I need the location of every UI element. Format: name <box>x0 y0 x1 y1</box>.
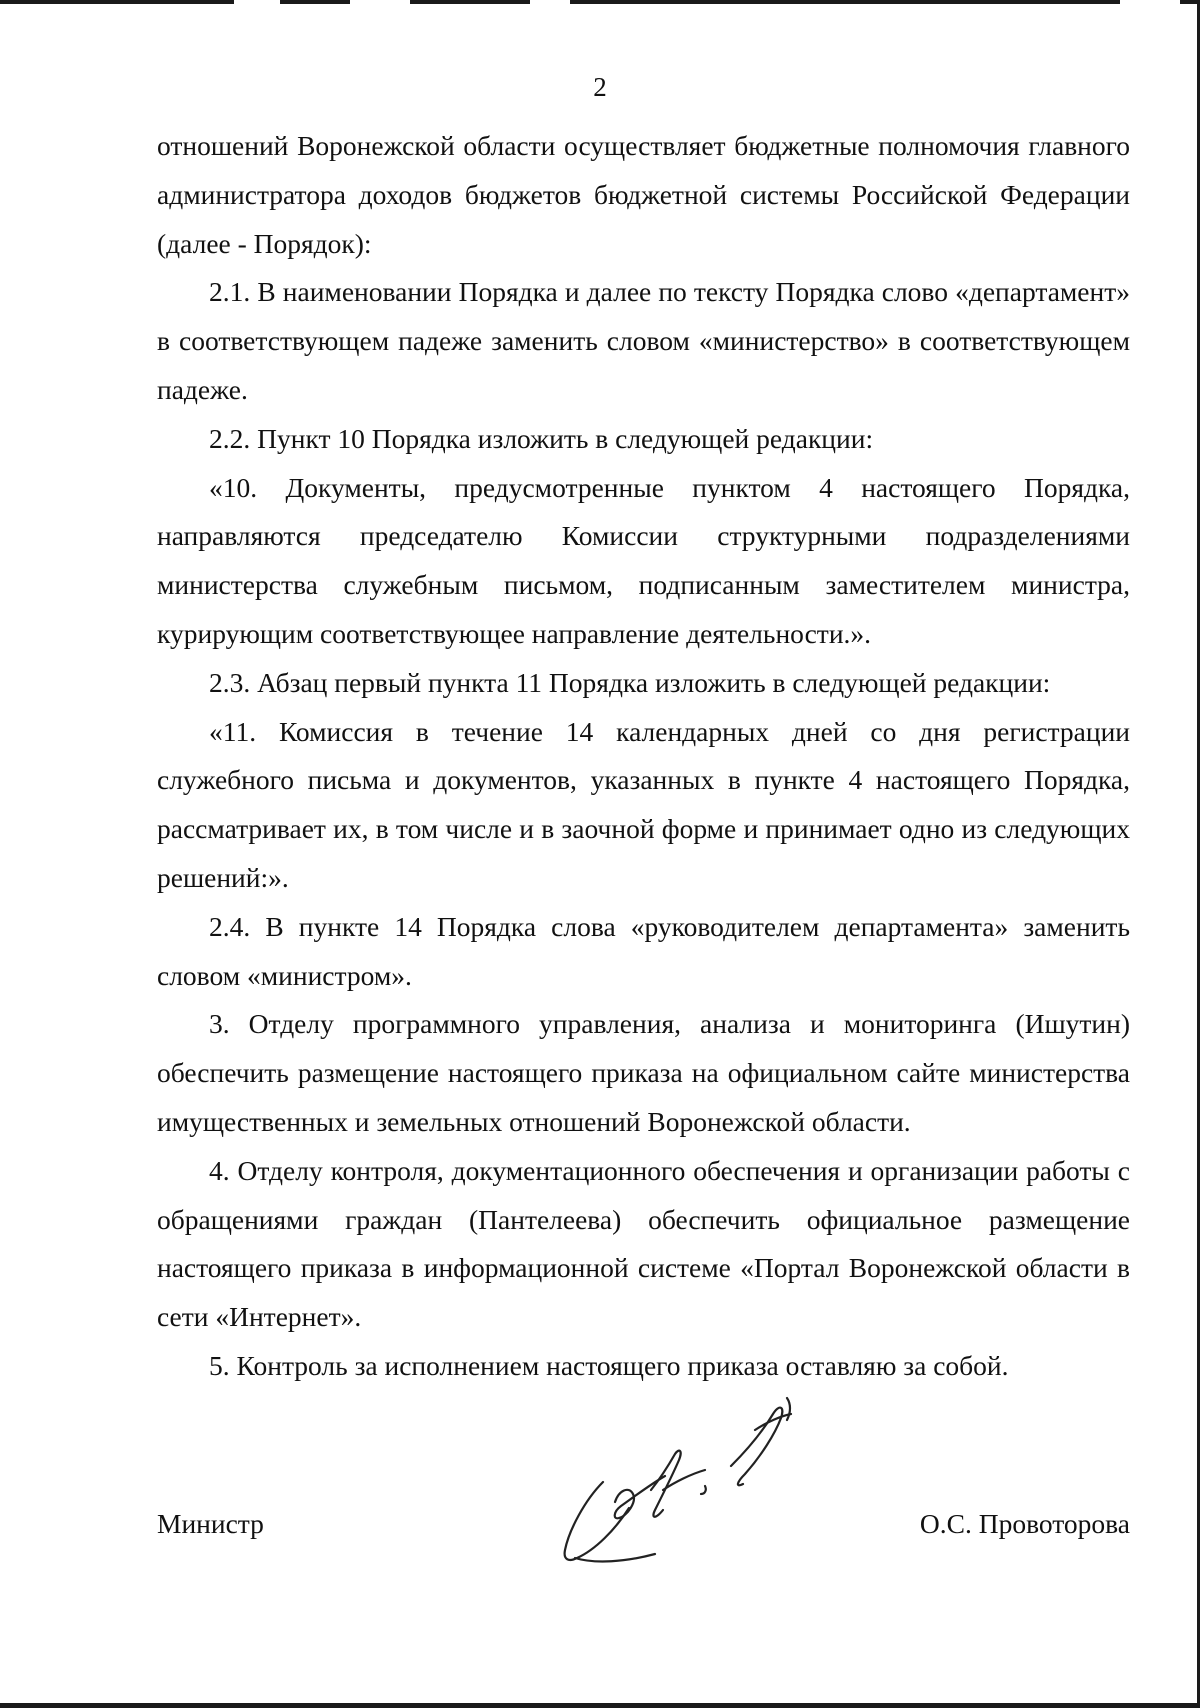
paragraph-2-2: 2.2. Пункт 10 Порядка изложить в следующей редакции: <box>209 422 874 454</box>
page-number: 2 <box>593 72 607 102</box>
paragraph-2-4: 2.4. В пункте 14 Порядка слова «руководителем департамента» заменить словом «министром». <box>157 910 1130 991</box>
handwritten-signature <box>555 1390 815 1570</box>
scan-border-top <box>0 0 1200 4</box>
paragraph-3: 3. Отделу программного управления, анализа и мониторинга (Ишутин) обеспечить размещение настоящего приказа на официальном сайте министерства имущественных и земельных отношений Воронежской области. <box>157 1008 1130 1137</box>
paragraph-2-1: 2.1. В наименовании Порядка и далее по тексту Порядка слово «департамент» в соответствующем падеже заменить словом «министерство» в соответствующем падеже. <box>157 276 1130 405</box>
paragraph-4: 4. Отделу контроля, документационного обеспечения и организации работы с обращениями граждан (Пантелеева) обеспечить официальное размещение настоящего приказа в информационной системе «Портал Воронежской области в сети «Интернет». <box>157 1154 1130 1333</box>
signature-block <box>157 1390 1130 1550</box>
scan-border-gap <box>234 0 280 4</box>
paragraph-2-3: 2.3. Абзац первый пункта 11 Порядка изложить в следующей редакции: <box>209 666 1051 698</box>
scan-border-bottom <box>0 1703 1200 1708</box>
scan-border-gap <box>1120 0 1180 4</box>
scan-border-gap <box>530 0 570 4</box>
signatory-title: Министр <box>157 1508 264 1539</box>
signatory-name: О.С. Провоторова <box>919 1508 1130 1539</box>
paragraph-continuation: отношений Воронежской области осуществляет бюджетные полномочия главного администратора доходов бюджетов бюджетной системы Российской Федерации (далее - Порядок): <box>157 130 1130 259</box>
paragraph-5: 5. Контроль за исполнением настоящего приказа оставляю за собой. <box>209 1349 1009 1381</box>
paragraph-quote-10: «10. Документы, предусмотренные пунктом 4 настоящего Порядка, направляются председателю Комиссии структурными подразделениями министерства служебным письмом, подписанным заместителем министра, курирующим соответствующее направление деятельности.». <box>157 471 1130 649</box>
scan-border-gap <box>350 0 410 4</box>
paragraph-quote-11: «11. Комиссия в течение 14 календарных дней со дня регистрации служебного письма и документов, указанных в пункте 4 настоящего Порядка, рассматривает их, в том числе и в заочной форме и принимает одно из следующих решений:». <box>157 715 1130 893</box>
document-body <box>157 122 1130 1391</box>
